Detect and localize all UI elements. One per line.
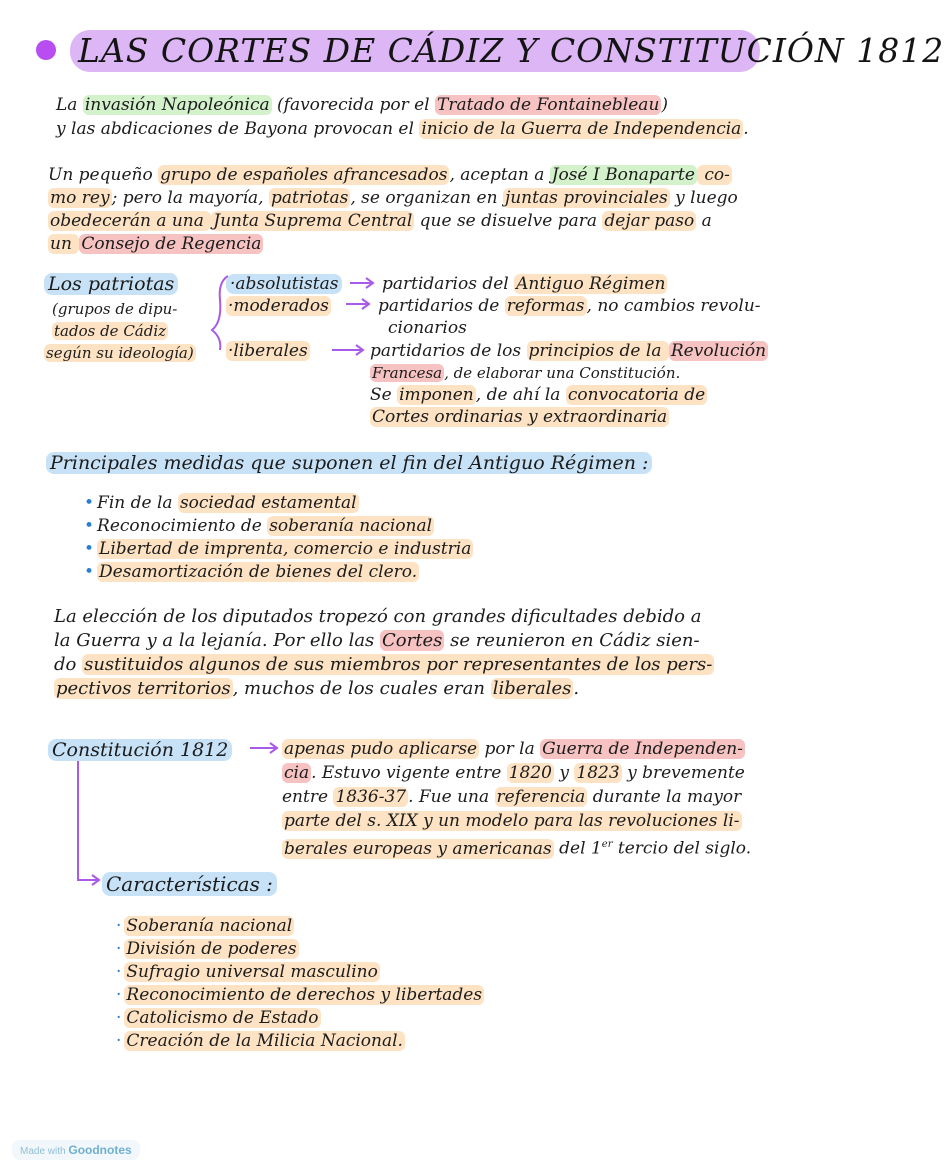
medidas-heading: Principales medidas que suponen el fin del Antiguo Régimen : xyxy=(46,449,652,477)
liberales-desc-1: partidarios de los principios de la Revolución xyxy=(370,341,767,361)
eleccion-line-2: la Guerra y a la lejanía. Por ello las Cortes se reunieron en Cádiz sien- xyxy=(54,630,700,651)
page-title: LAS CORTES DE CÁDIZ Y CONSTITUCIÓN 1812 xyxy=(78,31,944,70)
constitucion-label: Constitución 1812 xyxy=(48,736,232,764)
intro-line-2: y las abdicaciones de Bayona provocan el inicio de la Guerra de Independencia . xyxy=(56,119,749,139)
para2-line-4: un Consejo de Regencia xyxy=(50,234,262,254)
caracteristica-item: · Soberanía nacional xyxy=(116,916,293,936)
liberales-desc-2: Francesa , de elaborar una Constitución. xyxy=(372,364,681,382)
para2-line-3: obedecerán a una Junta Suprema Central que se disuelve para dejar paso a xyxy=(50,211,712,231)
medida-item: • Reconocimiento de soberanía nacional xyxy=(84,516,433,536)
patriotas-note-3: según su ideología) xyxy=(46,344,194,362)
medida-item: • Desamortización de bienes del clero. xyxy=(84,562,418,582)
caracteristicas-heading: Características : xyxy=(102,870,277,898)
medida-item: • Fin de la sociedad estamental xyxy=(84,493,357,513)
constitucion-line-3: entre 1836-37 . Fue una referencia durante la mayor xyxy=(282,787,742,807)
absolutistas-label: ·absolutistas xyxy=(226,273,342,295)
eleccion-line-4: pectivos territorios , muchos de los cuales eran liberales . xyxy=(56,678,580,699)
intro-line-1: La invasión Napoleónica (favorecida por el Tratado de Fontainebleau ) xyxy=(56,95,669,115)
caracteristica-item: · Sufragio universal masculino xyxy=(116,962,378,982)
absolutistas-desc: partidarios del Antiguo Régimen xyxy=(382,274,666,294)
eleccion-line-3: do sustituidos algunos de sus miembros por representantes de los pers- xyxy=(54,654,713,675)
moderados-desc-2: cionarios xyxy=(388,318,467,338)
caracteristica-item: · Creación de la Milicia Nacional. xyxy=(116,1031,403,1051)
patriotas-note-2: tados de Cádiz xyxy=(54,322,167,340)
caracteristica-item: · División de poderes xyxy=(116,939,297,959)
para2-line-2: mo rey ; pero la mayoría, patriotas , se organizan en juntas provinciales y luego xyxy=(50,188,738,208)
patriotas-note-1: (grupos de dipu- xyxy=(52,300,178,318)
constitucion-line-4: parte del s. XIX y un modelo para las revoluciones li- xyxy=(284,811,740,831)
constitucion-line-5: berales europeas y americanas del 1er tercio del siglo. xyxy=(284,838,752,859)
constitucion-line-2: cia . Estuvo vigente entre 1820 y 1823 y brevemente xyxy=(284,763,745,783)
moderados-label: ·moderados xyxy=(228,296,329,316)
caracteristica-item: · Catolicismo de Estado xyxy=(116,1008,319,1028)
patriotas-label: Los patriotas xyxy=(44,270,178,298)
liberales-desc-4: Cortes ordinarias y extraordinaria xyxy=(372,407,668,427)
para2-line-1: Un pequeño grupo de españoles afrancesados , aceptan a José I Bonaparte co- xyxy=(48,165,730,185)
liberales-label: ·liberales xyxy=(228,341,308,361)
eleccion-line-1: La elección de los diputados tropezó con grandes dificultades debido a xyxy=(54,606,702,627)
medida-item: • Libertad de imprenta, comercio e industria xyxy=(84,539,472,559)
goodnotes-watermark: Made with Goodnotes xyxy=(12,1140,140,1160)
constitucion-line-1: apenas pudo aplicarse por la Guerra de Independen- xyxy=(284,739,744,759)
caracteristica-item: · Reconocimiento de derechos y libertades xyxy=(116,985,483,1005)
moderados-desc: partidarios de reformas , no cambios revolu- xyxy=(378,296,761,316)
liberales-desc-3: Se imponen , de ahí la convocatoria de xyxy=(370,385,706,405)
